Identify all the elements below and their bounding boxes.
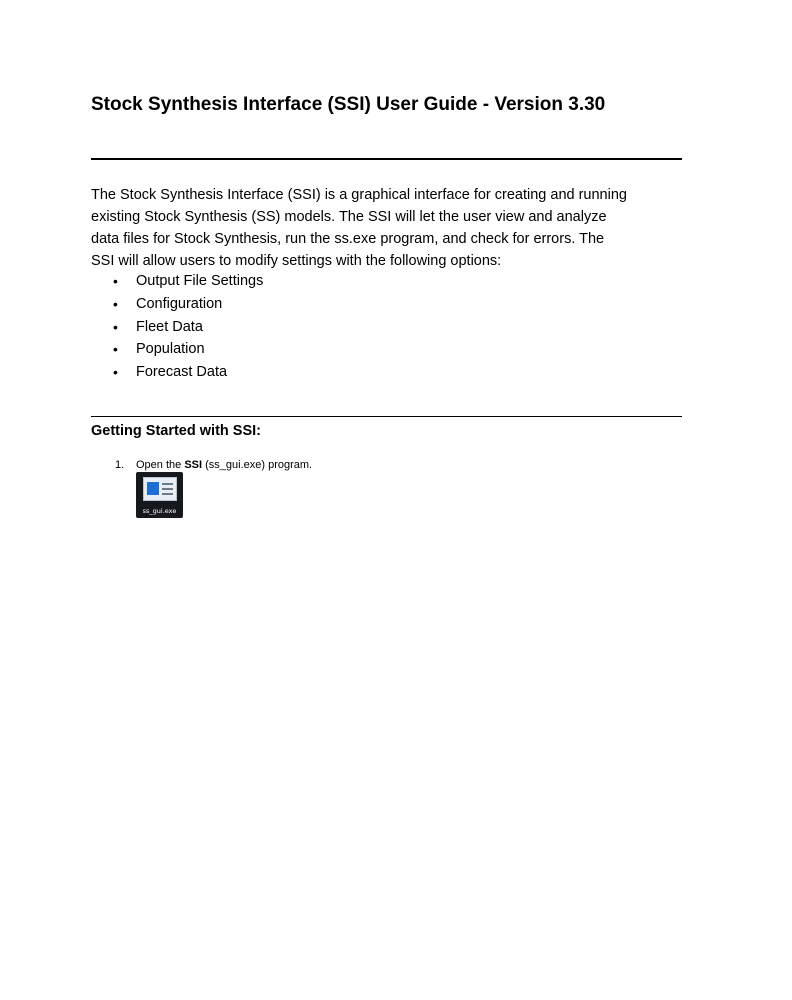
bullet-icon: • — [113, 341, 118, 358]
step-text-prefix: Open the — [136, 459, 185, 471]
steps-list — [91, 457, 591, 473]
options-list — [91, 270, 591, 384]
bullet-icon: • — [113, 295, 118, 312]
step-text-suffix: (ss_gui.exe) program. — [202, 459, 313, 471]
list-item — [91, 270, 591, 293]
option-label: Forecast Data — [136, 364, 228, 381]
section-heading: Getting Started with SSI: — [91, 423, 261, 439]
window-line — [162, 488, 173, 490]
intro-line: SSI will allow users to modify settings with the following options: — [91, 253, 502, 269]
step-number: 1. — [115, 459, 125, 471]
option-label: Configuration — [136, 295, 223, 312]
option-label: Output File Settings — [136, 273, 264, 289]
window-line — [162, 493, 173, 495]
window-pane — [147, 482, 159, 495]
application-window-icon — [143, 477, 177, 501]
document-title: Stock Synthesis Interface (SSI) User Guide - Version 3.30 — [91, 94, 606, 115]
list-item — [91, 361, 591, 384]
option-label: Population — [136, 341, 205, 358]
step-text-bold: SSI — [184, 459, 203, 471]
list-item — [91, 293, 591, 316]
intro-line: data files for Stock Synthesis, run the ss.exe program, and check for errors. The — [91, 231, 605, 247]
option-label: Fleet Data — [136, 318, 203, 335]
program-icon[interactable] — [136, 472, 183, 518]
program-icon-caption: ss_gui.exe — [142, 507, 177, 515]
section-divider — [91, 416, 682, 417]
intro-line: existing Stock Synthesis (SS) models. The SSI will let the user view and analyze — [91, 209, 607, 225]
intro-line: The Stock Synthesis Interface (SSI) is a graphical interface for creating and running — [91, 187, 627, 203]
list-item — [91, 338, 591, 361]
intro-paragraph — [91, 184, 686, 272]
window-line — [162, 483, 173, 485]
list-item — [91, 316, 591, 339]
title-divider — [91, 158, 682, 160]
bullet-icon: • — [113, 364, 118, 381]
bullet-icon: • — [113, 273, 118, 289]
list-item — [91, 457, 591, 473]
bullet-icon: • — [113, 318, 118, 335]
